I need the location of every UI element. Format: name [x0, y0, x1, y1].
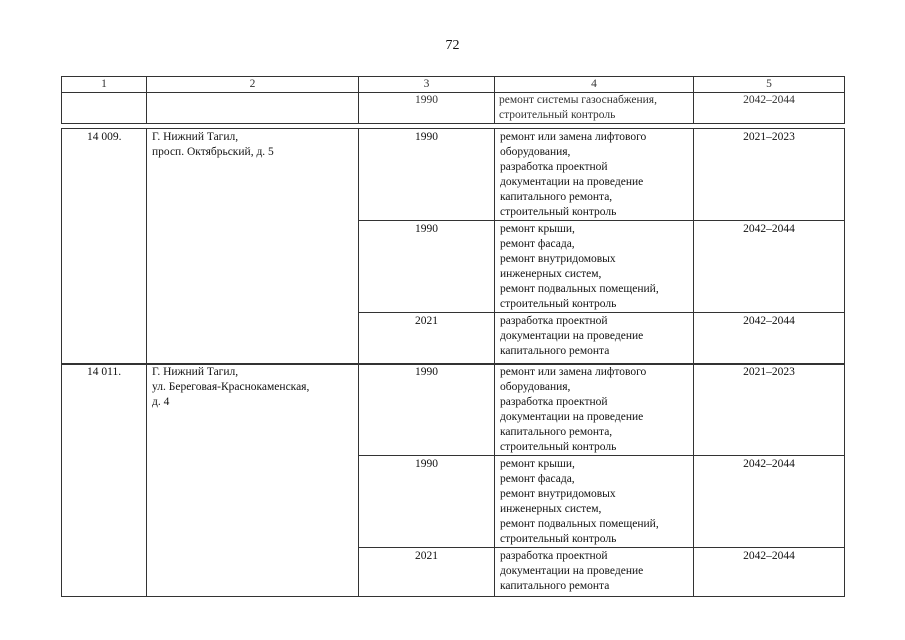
cell-year: 2021 — [359, 313, 495, 365]
works-line: ремонт крыши, — [500, 458, 575, 470]
address-line: ул. Береговая-Краснокаменская, — [152, 381, 310, 393]
table-row — [62, 129, 845, 221]
column-header-1: 1 — [62, 77, 147, 93]
works-line: разработка проектной — [500, 315, 608, 327]
works-line: разработка проектной — [500, 161, 608, 173]
works-line: строительный контроль — [500, 206, 617, 218]
works-line: ремонт фасада, — [500, 238, 575, 250]
column-header-5: 5 — [694, 77, 845, 93]
works-line: строительный контроль — [500, 441, 617, 453]
works-line: ремонт системы газоснабжения, — [499, 94, 657, 106]
cell-number — [62, 93, 147, 124]
cell-works — [495, 93, 694, 124]
cell-year: 2021 — [359, 548, 495, 597]
works-line: ремонт подвальных помещений, — [500, 283, 659, 295]
works-line: строительный контроль — [500, 533, 617, 545]
works-line: документации на проведение — [500, 176, 644, 188]
works-line: оборудования, — [500, 146, 571, 158]
works-line: документации на проведение — [500, 565, 644, 577]
cell-number: 14 011. — [62, 364, 147, 597]
works-line: ремонт или замена лифтового — [500, 131, 647, 143]
works-line: ремонт внутридомовых — [500, 488, 616, 500]
works-line: документации на проведение — [500, 411, 644, 423]
header-row — [62, 77, 845, 93]
column-header-2: 2 — [147, 77, 359, 93]
continuation-row — [62, 93, 845, 124]
table-block-14011 — [61, 363, 845, 597]
works-line: ремонт или замена лифтового — [500, 366, 647, 378]
works-line: инженерных систем, — [500, 268, 602, 280]
cell-number: 14 009. — [62, 129, 147, 365]
works-line: строительный контроль — [499, 109, 616, 121]
works-line: разработка проектной — [500, 396, 608, 408]
works-line: ремонт внутридомовых — [500, 253, 616, 265]
works-line: ремонт подвальных помещений, — [500, 518, 659, 530]
works-line: строительный контроль — [500, 298, 617, 310]
table-row — [62, 364, 845, 456]
cell-address — [147, 129, 359, 365]
table-header-section — [61, 76, 845, 124]
column-header-3: 3 — [359, 77, 495, 93]
cell-period: 2042–2044 — [694, 221, 845, 313]
table-block-14009 — [61, 128, 845, 365]
cell-works — [495, 129, 694, 221]
works-line: ремонт крыши, — [500, 223, 575, 235]
address-line: д. 4 — [152, 396, 170, 408]
cell-works — [495, 548, 694, 597]
works-line: капитального ремонта — [500, 345, 610, 357]
page-number: 72 — [445, 38, 460, 53]
works-line: инженерных систем, — [500, 503, 602, 515]
cell-year: 1990 — [359, 93, 495, 124]
works-line: капитального ремонта, — [500, 191, 613, 203]
cell-works — [495, 221, 694, 313]
works-line: капитального ремонта — [500, 580, 610, 592]
cell-address — [147, 93, 359, 124]
cell-year: 1990 — [359, 221, 495, 313]
cell-year: 1990 — [359, 364, 495, 456]
works-line: разработка проектной — [500, 550, 608, 562]
works-line: капитального ремонта, — [500, 426, 613, 438]
cell-period: 2021–2023 — [694, 129, 845, 221]
address-line: просп. Октябрьский, д. 5 — [152, 146, 274, 158]
cell-period: 2042–2044 — [694, 93, 845, 124]
cell-works — [495, 313, 694, 365]
works-line: оборудования, — [500, 381, 571, 393]
cell-period: 2042–2044 — [694, 456, 845, 548]
address-line: Г. Нижний Тагил, — [152, 366, 239, 378]
cell-period: 2021–2023 — [694, 364, 845, 456]
cell-year: 1990 — [359, 456, 495, 548]
column-header-4: 4 — [495, 77, 694, 93]
cell-period: 2042–2044 — [694, 313, 845, 365]
works-line: ремонт фасада, — [500, 473, 575, 485]
address-line: Г. Нижний Тагил, — [152, 131, 239, 143]
cell-works — [495, 456, 694, 548]
cell-address — [147, 364, 359, 597]
works-line: документации на проведение — [500, 330, 644, 342]
cell-period: 2042–2044 — [694, 548, 845, 597]
cell-works — [495, 364, 694, 456]
cell-year: 1990 — [359, 129, 495, 221]
